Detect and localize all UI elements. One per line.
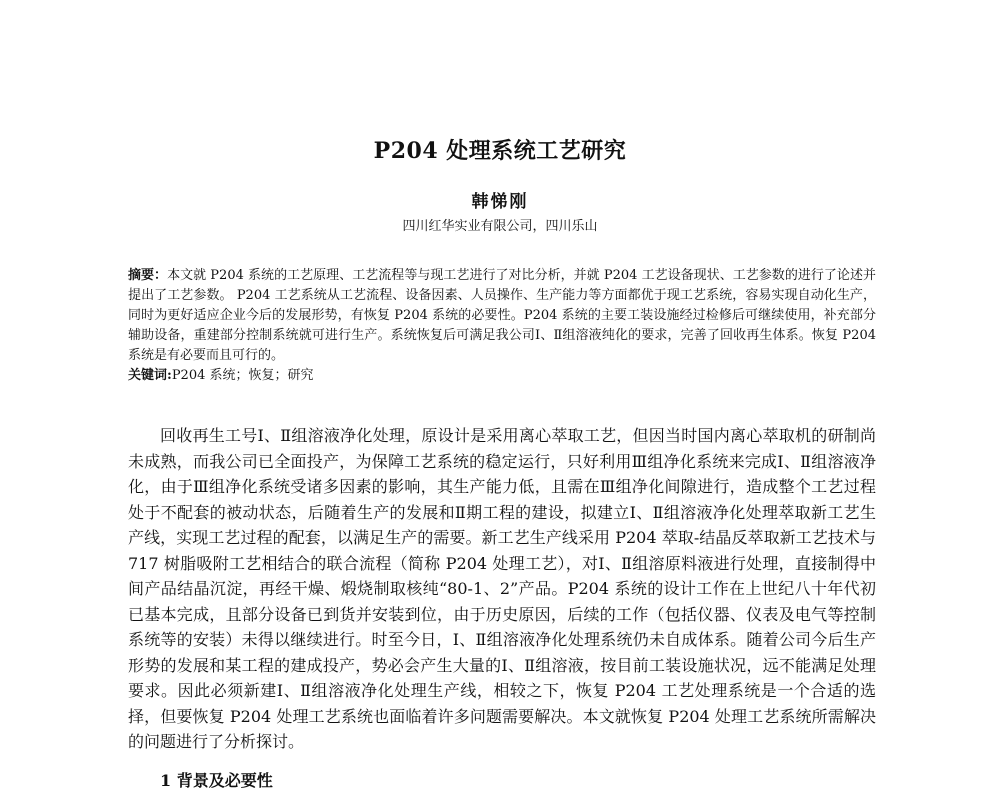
abstract-text: 本文就 P204 系统的工艺原理、工艺流程等与现工艺进行了对比分析，并就 P204 工艺设备现状、工艺参数的进行了论述并提出了工艺参数。 P204 工艺系统从工艺流程、设备因素、人员操作、生产能力等方面都优于现工艺系统，容易实现自动化生产，同时为更好适应企业今后的发展形势，有恢复 P204 系统的必要性。P204 系统的主要工装设施经过检修后可继续使用，补充部分辅助设备，重建部分控制系统就可进行生产。系统恢复后可满足我公司Ⅰ、Ⅱ组溶液纯化的要求，完善了回收再生体系。恢复 P204 系统是有必要而且可行的。 <box>128 268 876 363</box>
author-affiliation: 四川红华实业有限公司，四川乐山 <box>402 219 598 234</box>
author-name: 韩悌刚 <box>471 192 529 212</box>
body-paragraph: 回收再生工号Ⅰ、Ⅱ组溶液净化处理，原设计是采用离心萃取工艺，但因当时国内离心萃取机的研制尚未成熟，而我公司已全面投产，为保障工艺系统的稳定运行，只好利用Ⅲ组净化系统来完成Ⅰ、Ⅱ组溶液净化，由于Ⅲ组净化系统受诸多因素的影响，其生产能力低，且需在Ⅲ组净化间隙进行，造成整个工艺过程处于不配套的被动状态，后随着生产的发展和Ⅱ期工程的建设，拟建立Ⅰ、Ⅱ组溶液净化处理萃取新工艺生产线，实现工艺过程的配套，以满足生产的需要。新工艺生产线采用 P204 萃取-结晶反萃取新工艺技术与 717 树脂吸附工艺相结合的联合流程（简称 P204 处理工艺），对Ⅰ、Ⅱ组溶原料液进行处理，直接制得中间产品结晶沉淀，再经干燥、煅烧制取核纯“80-1、2”产品。P204 系统的设计工作在上世纪八十年代初已基本完成，且部分设备已到货并安装到位，由于历史原因，后续的工作（包括仪器、仪表及电气等控制系统等的安装）未得以继续进行。时至今日，Ⅰ、Ⅱ组溶液净化处理系统仍未自成体系。随着公司今后生产形势的发展和某工程的建成投产，势必会产生大量的Ⅰ、Ⅱ组溶液，按目前工装设施状况，远不能满足处理要求。因此必须新建Ⅰ、Ⅱ组溶液净化处理生产线，相较之下，恢复 P204 工艺处理系统是一个合适的选择，但要恢复 P204 处理工艺系统也面临着许多问题需要解决。本文就恢复 P204 处理工艺系统所需解决的问题进行了分析探讨。 <box>128 426 876 751</box>
abstract-label: 摘要： <box>128 268 168 283</box>
section-heading-partial: 1 背景及必要性 <box>160 771 273 790</box>
abstract <box>128 266 876 366</box>
paper-title: P204 处理系统工艺研究 <box>373 138 627 164</box>
keywords-label: 关键词: <box>128 368 172 383</box>
keywords-text: P204 系统；恢复；研究 <box>171 368 314 383</box>
keywords <box>128 366 876 386</box>
